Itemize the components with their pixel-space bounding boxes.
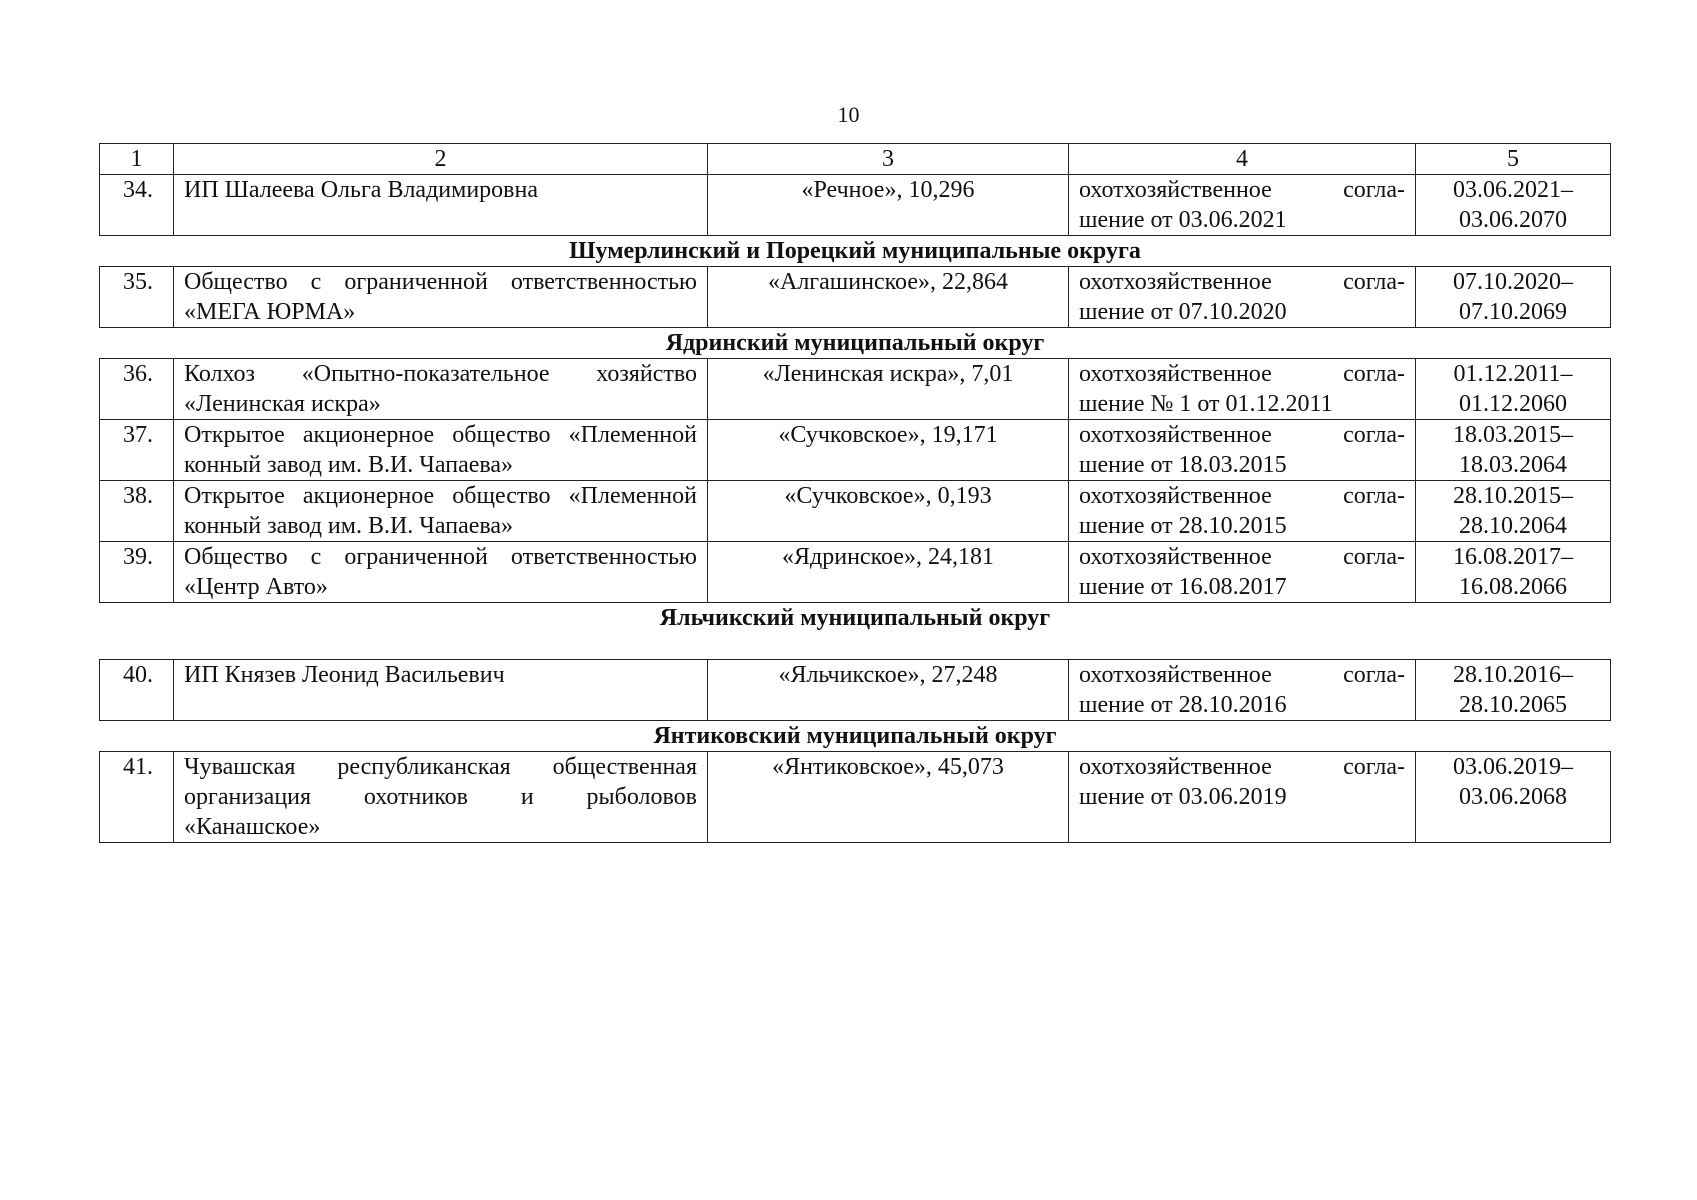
agreement-document <box>1069 481 1416 542</box>
period-start: 03.06.2021– <box>1453 177 1573 203</box>
period-end: 28.10.2065 <box>1459 692 1567 718</box>
agreement-document <box>1069 752 1416 843</box>
validity-period <box>1416 267 1611 328</box>
table-row <box>100 660 1611 721</box>
period-start: 28.10.2015– <box>1453 483 1573 509</box>
row-number: 34. <box>100 175 174 236</box>
agreement-line: охотхозяйственное согла- <box>1079 483 1405 509</box>
validity-period <box>1416 752 1611 843</box>
holder-name: Общество с ограниченной ответственностью «Центр Авто» <box>174 542 708 603</box>
row-number: 36. <box>100 359 174 420</box>
section-heading: Шумерлинский и Порецкий муниципальные округа <box>100 236 1611 267</box>
row-number: 39. <box>100 542 174 603</box>
column-number-row <box>100 144 1611 175</box>
validity-period <box>1416 542 1611 603</box>
agreement-line: шение от 03.06.2021 <box>1079 207 1287 233</box>
section-heading-row <box>100 236 1611 267</box>
table-body <box>100 144 1611 843</box>
period-start: 07.10.2020– <box>1453 269 1573 295</box>
column-number: 3 <box>708 144 1069 175</box>
holder-name: Общество с ограниченной ответственностью «МЕГА ЮРМА» <box>174 267 708 328</box>
agreement-document <box>1069 542 1416 603</box>
table-row <box>100 752 1611 843</box>
period-end: 28.10.2064 <box>1459 513 1567 539</box>
agreement-line: охотхозяйственное согла- <box>1079 269 1405 295</box>
hunting-ground-area: «Сучковское», 19,171 <box>708 420 1069 481</box>
section-heading-row <box>100 328 1611 359</box>
period-end: 16.08.2066 <box>1459 574 1567 600</box>
section-heading: Янтиковский муниципальный округ <box>100 721 1611 752</box>
period-end: 01.12.2060 <box>1459 391 1567 417</box>
agreement-line: охотхозяйственное согла- <box>1079 544 1405 570</box>
hunting-ground-area: «Ядринское», 24,181 <box>708 542 1069 603</box>
validity-period <box>1416 175 1611 236</box>
section-heading-row <box>100 603 1611 660</box>
period-end: 03.06.2068 <box>1459 784 1567 810</box>
table-row <box>100 542 1611 603</box>
agreement-line: шение от 16.08.2017 <box>1079 574 1287 600</box>
agreement-line: шение от 03.06.2019 <box>1079 784 1287 810</box>
holder-name: Чувашская республиканская общественная организация охотников и рыболовов «Канашское» <box>174 752 708 843</box>
agreement-document <box>1069 267 1416 328</box>
page-number: 10 <box>837 102 860 127</box>
column-number: 1 <box>100 144 174 175</box>
agreement-document <box>1069 420 1416 481</box>
agreement-line: охотхозяйственное согла- <box>1079 754 1405 780</box>
hunting-ground-area: «Речное», 10,296 <box>708 175 1069 236</box>
table-row <box>100 481 1611 542</box>
validity-period <box>1416 481 1611 542</box>
agreement-document <box>1069 359 1416 420</box>
section-heading-row <box>100 721 1611 752</box>
validity-period <box>1416 359 1611 420</box>
column-number: 2 <box>174 144 708 175</box>
agreement-line: шение от 28.10.2015 <box>1079 513 1287 539</box>
agreement-line: шение № 1 от 01.12.2011 <box>1079 391 1333 417</box>
column-number: 4 <box>1069 144 1416 175</box>
agreement-document <box>1069 175 1416 236</box>
period-end: 07.10.2069 <box>1459 299 1567 325</box>
hunting-ground-area: «Ленинская искра», 7,01 <box>708 359 1069 420</box>
column-number: 5 <box>1416 144 1611 175</box>
holder-name: Колхоз «Опытно-показательное хозяйство «Ленинская искра» <box>174 359 708 420</box>
holder-name: ИП Князев Леонид Васильевич <box>174 660 708 721</box>
agreement-line: шение от 07.10.2020 <box>1079 299 1287 325</box>
hunting-agreements-table <box>99 143 1611 843</box>
agreement-line: шение от 28.10.2016 <box>1079 692 1287 718</box>
table-row <box>100 267 1611 328</box>
row-number: 41. <box>100 752 174 843</box>
table-row <box>100 359 1611 420</box>
hunting-ground-area: «Алгашинское», 22,864 <box>708 267 1069 328</box>
hunting-ground-area: «Янтиковское», 45,073 <box>708 752 1069 843</box>
agreement-line: охотхозяйственное согла- <box>1079 177 1405 203</box>
holder-name: Открытое акционерное общество «Племенной конный завод им. В.И. Чапаева» <box>174 420 708 481</box>
table-row <box>100 175 1611 236</box>
holder-name: Открытое акционерное общество «Племенной конный завод им. В.И. Чапаева» <box>174 481 708 542</box>
section-heading: Яльчикский муниципальный округ <box>100 603 1611 660</box>
period-start: 01.12.2011– <box>1453 361 1573 387</box>
validity-period <box>1416 420 1611 481</box>
validity-period <box>1416 660 1611 721</box>
period-start: 28.10.2016– <box>1453 662 1573 688</box>
agreement-line: шение от 18.03.2015 <box>1079 452 1287 478</box>
period-start: 16.08.2017– <box>1453 544 1573 570</box>
period-end: 18.03.2064 <box>1459 452 1567 478</box>
hunting-ground-area: «Сучковское», 0,193 <box>708 481 1069 542</box>
agreement-document <box>1069 660 1416 721</box>
period-start: 18.03.2015– <box>1453 422 1573 448</box>
row-number: 40. <box>100 660 174 721</box>
hunting-ground-area: «Яльчикское», 27,248 <box>708 660 1069 721</box>
agreement-line: охотхозяйственное согла- <box>1079 361 1405 387</box>
row-number: 38. <box>100 481 174 542</box>
table-row <box>100 420 1611 481</box>
holder-name: ИП Шалеева Ольга Владимировна <box>174 175 708 236</box>
section-heading: Ядринский муниципальный округ <box>100 328 1611 359</box>
period-end: 03.06.2070 <box>1459 207 1567 233</box>
row-number: 37. <box>100 420 174 481</box>
agreement-line: охотхозяйственное согла- <box>1079 662 1405 688</box>
row-number: 35. <box>100 267 174 328</box>
agreement-line: охотхозяйственное согла- <box>1079 422 1405 448</box>
period-start: 03.06.2019– <box>1453 754 1573 780</box>
